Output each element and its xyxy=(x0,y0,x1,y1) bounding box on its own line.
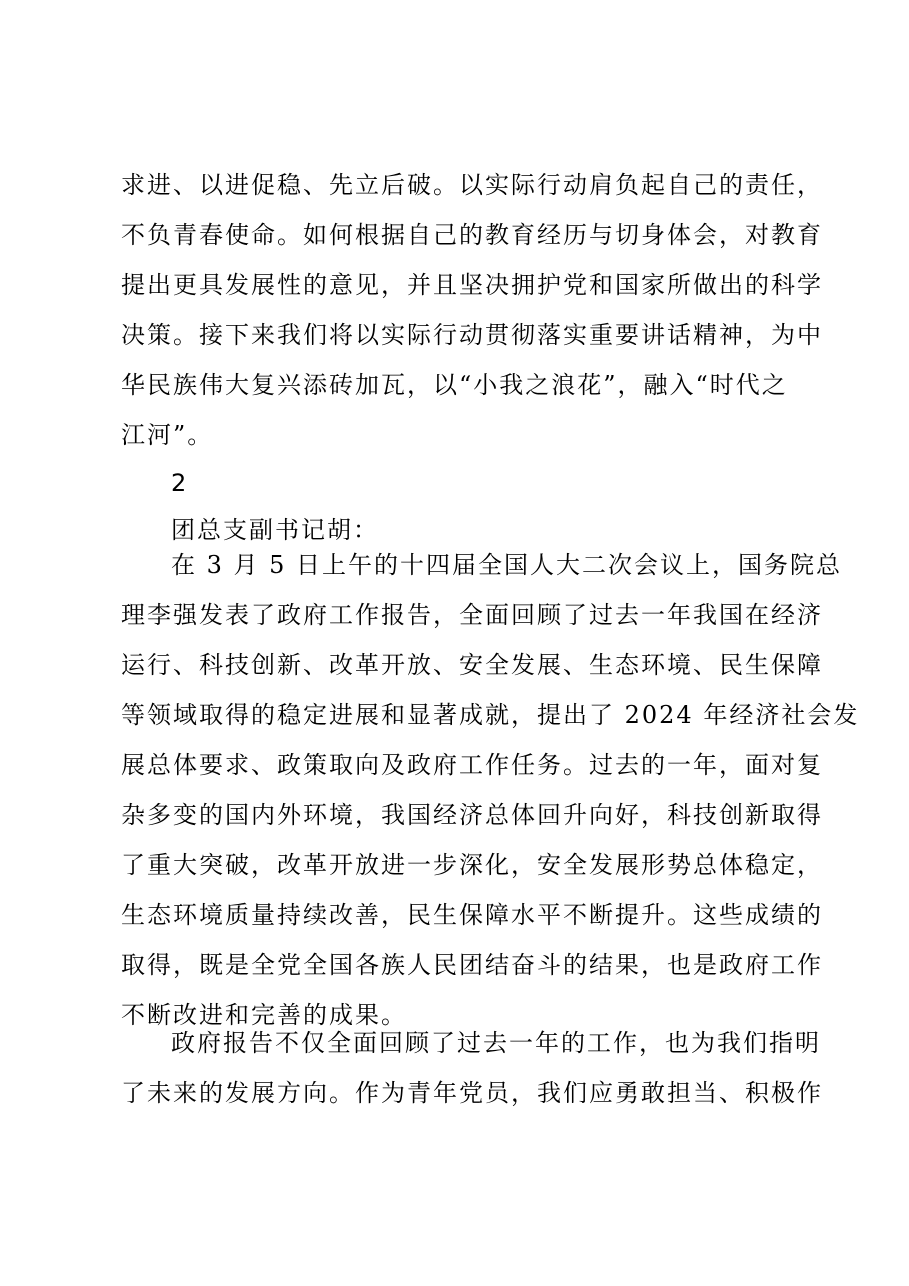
text-line: 生态环境质量持续改善，民生保障水平不断提升。这些成绩的 xyxy=(121,901,823,929)
text-line: 政府报告不仅全面回顾了过去一年的工作，也为我们指明 xyxy=(171,1029,821,1057)
text-line: 在 3 月 5 日上午的十四届全国人大二次会议上，国务院总 xyxy=(171,551,843,579)
text-line: 求进、以进促稳、先立后破。以实际行动肩负起自己的责任， xyxy=(121,171,823,199)
paragraph-report-summary xyxy=(121,540,860,1040)
text-line: 提出更具发展性的意见，并且坚决拥护党和国家所做出的科学 xyxy=(121,271,823,299)
text-line: 理李强发表了政府工作报告，全面回顾了过去一年我国在经济 xyxy=(121,601,823,629)
text-line: 决策。接下来我们将以实际行动贯彻落实重要讲话精神，为中 xyxy=(121,321,823,349)
text-line: 等领域取得的稳定进展和显著成就，提出了 2024 年经济社会发 xyxy=(121,701,860,729)
text-line: 不负青春使命。如何根据自己的教育经历与切身体会，对教育 xyxy=(121,221,823,249)
speaker-heading: 团总支副书记胡： xyxy=(171,516,379,544)
text-line: 运行、科技创新、改革开放、安全发展、生态环境、民生保障 xyxy=(121,651,823,679)
section-number: 2 xyxy=(171,469,189,497)
text-line: 了未来的发展方向。作为青年党员，我们应勇敢担当、积极作 xyxy=(121,1079,823,1107)
paragraph-continuation xyxy=(121,160,823,460)
text-line: 江河”。 xyxy=(121,421,214,449)
text-line: 展总体要求、政策取向及政府工作任务。过去的一年，面对复 xyxy=(121,751,823,779)
text-line: 了重大突破，改革开放进一步深化，安全发展形势总体稳定， xyxy=(121,851,823,879)
text-line: 杂多变的国内外环境，我国经济总体回升向好，科技创新取得 xyxy=(121,801,823,829)
paragraph-future-direction xyxy=(121,1018,823,1118)
text-line: 取得，既是全党全国各族人民团结奋斗的结果，也是政府工作 xyxy=(121,951,823,979)
section-number-block xyxy=(121,458,791,508)
text-line: 华民族伟大复兴添砖加瓦，以“小我之浪花”，融入“时代之 xyxy=(121,371,788,399)
text-line: 不断改进和完善的成果。 xyxy=(121,1001,407,1029)
